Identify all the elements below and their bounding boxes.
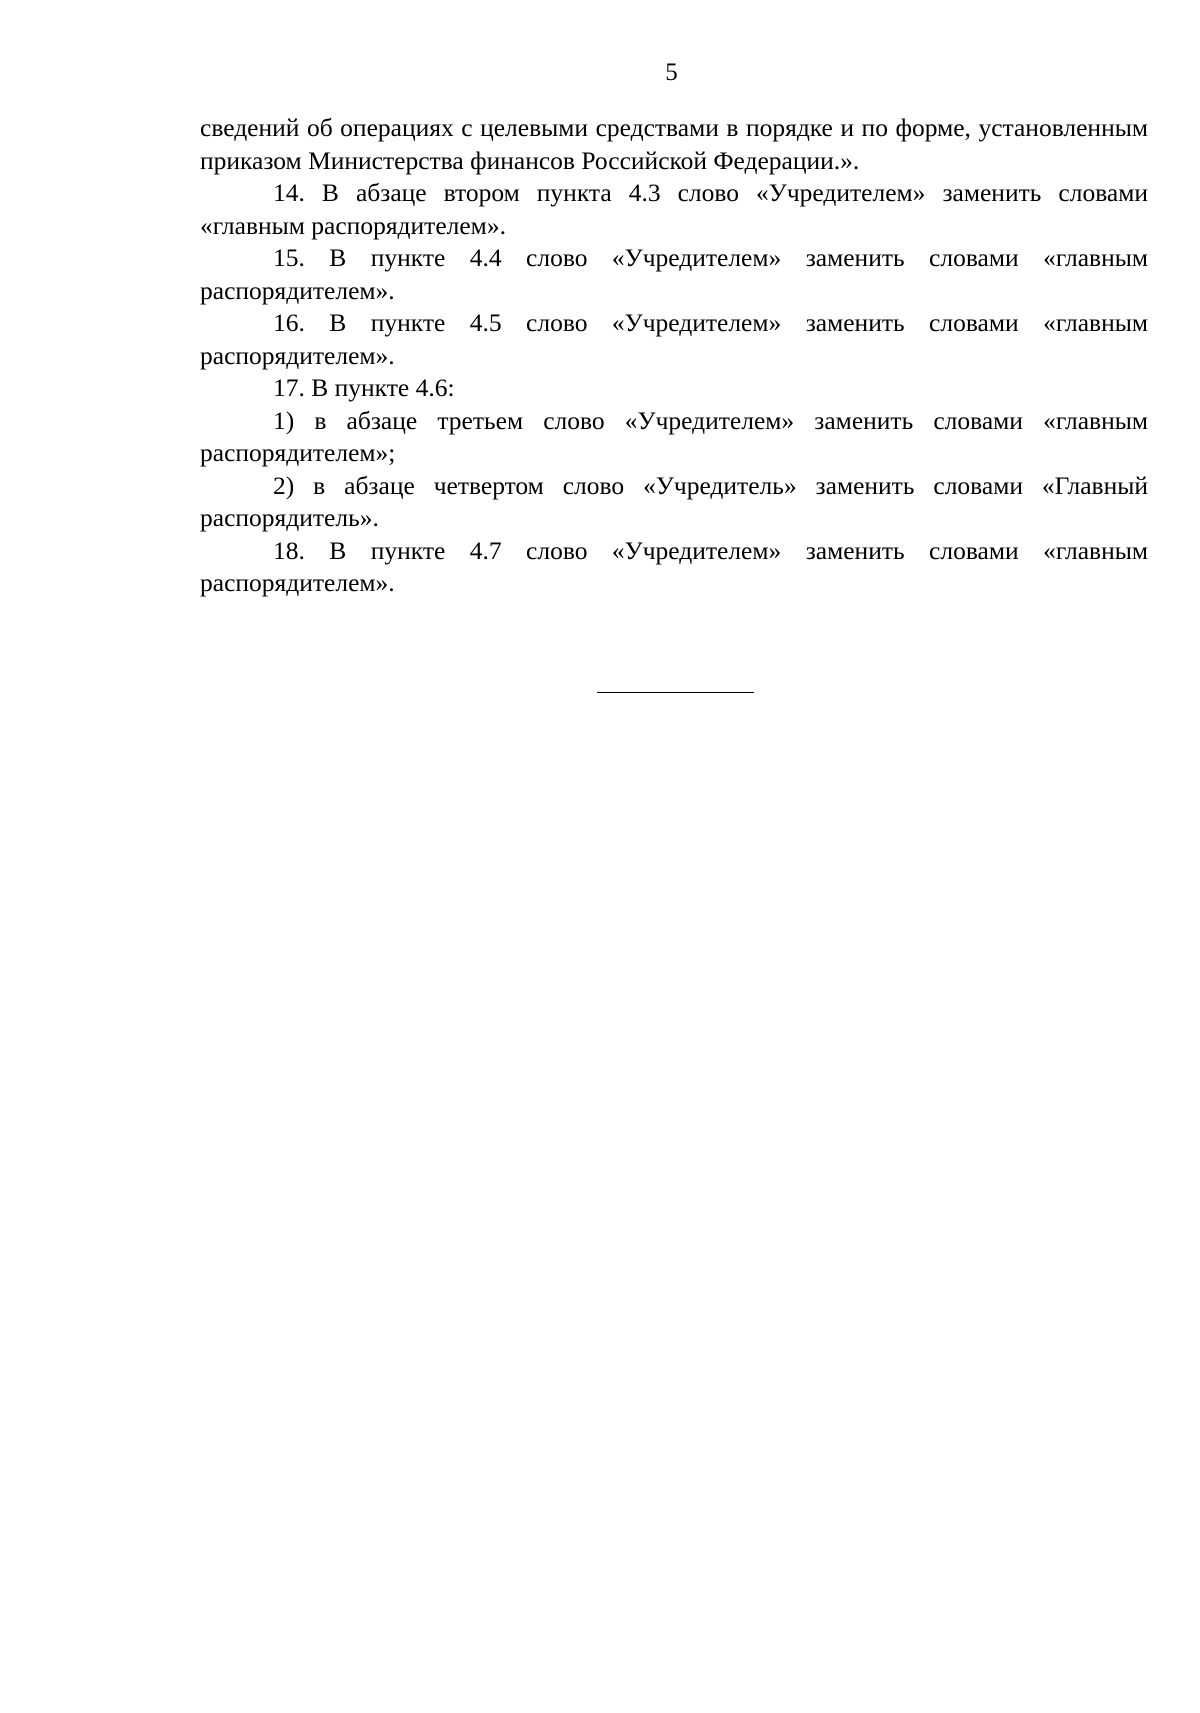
paragraph-continuation: сведений об операциях с целевыми средствами в порядке и по форме, установленным приказом Министерства финансов Российской Федерации.». <box>200 113 1148 175</box>
document-body <box>200 112 1148 600</box>
paragraph-item-14: 14. В абзаце втором пункта 4.3 слово «Учредителем» заменить словами «главным распорядителем». <box>200 178 1148 240</box>
page-number: 5 <box>665 59 678 86</box>
paragraph-item-17: 17. В пункте 4.6: <box>273 373 455 402</box>
paragraph-item-18: 18. В пункте 4.7 слово «Учредителем» заменить словами «главным распорядителем». <box>200 535 1148 597</box>
paragraph-item-16: 16. В пункте 4.5 слово «Учредителем» заменить словами «главным распорядителем». <box>200 308 1148 370</box>
paragraph-item-17-2: 2) в абзаце четвертом слово «Учредитель» заменить словами «Главный распорядитель». <box>200 470 1148 532</box>
paragraph-item-17-1: 1) в абзаце третьем слово «Учредителем» заменить словами «главным распорядителем»; <box>200 405 1148 467</box>
end-of-document-rule <box>597 692 754 693</box>
paragraph-item-15: 15. В пункте 4.4 слово «Учредителем» заменить словами «главным распорядителем». <box>200 243 1148 305</box>
